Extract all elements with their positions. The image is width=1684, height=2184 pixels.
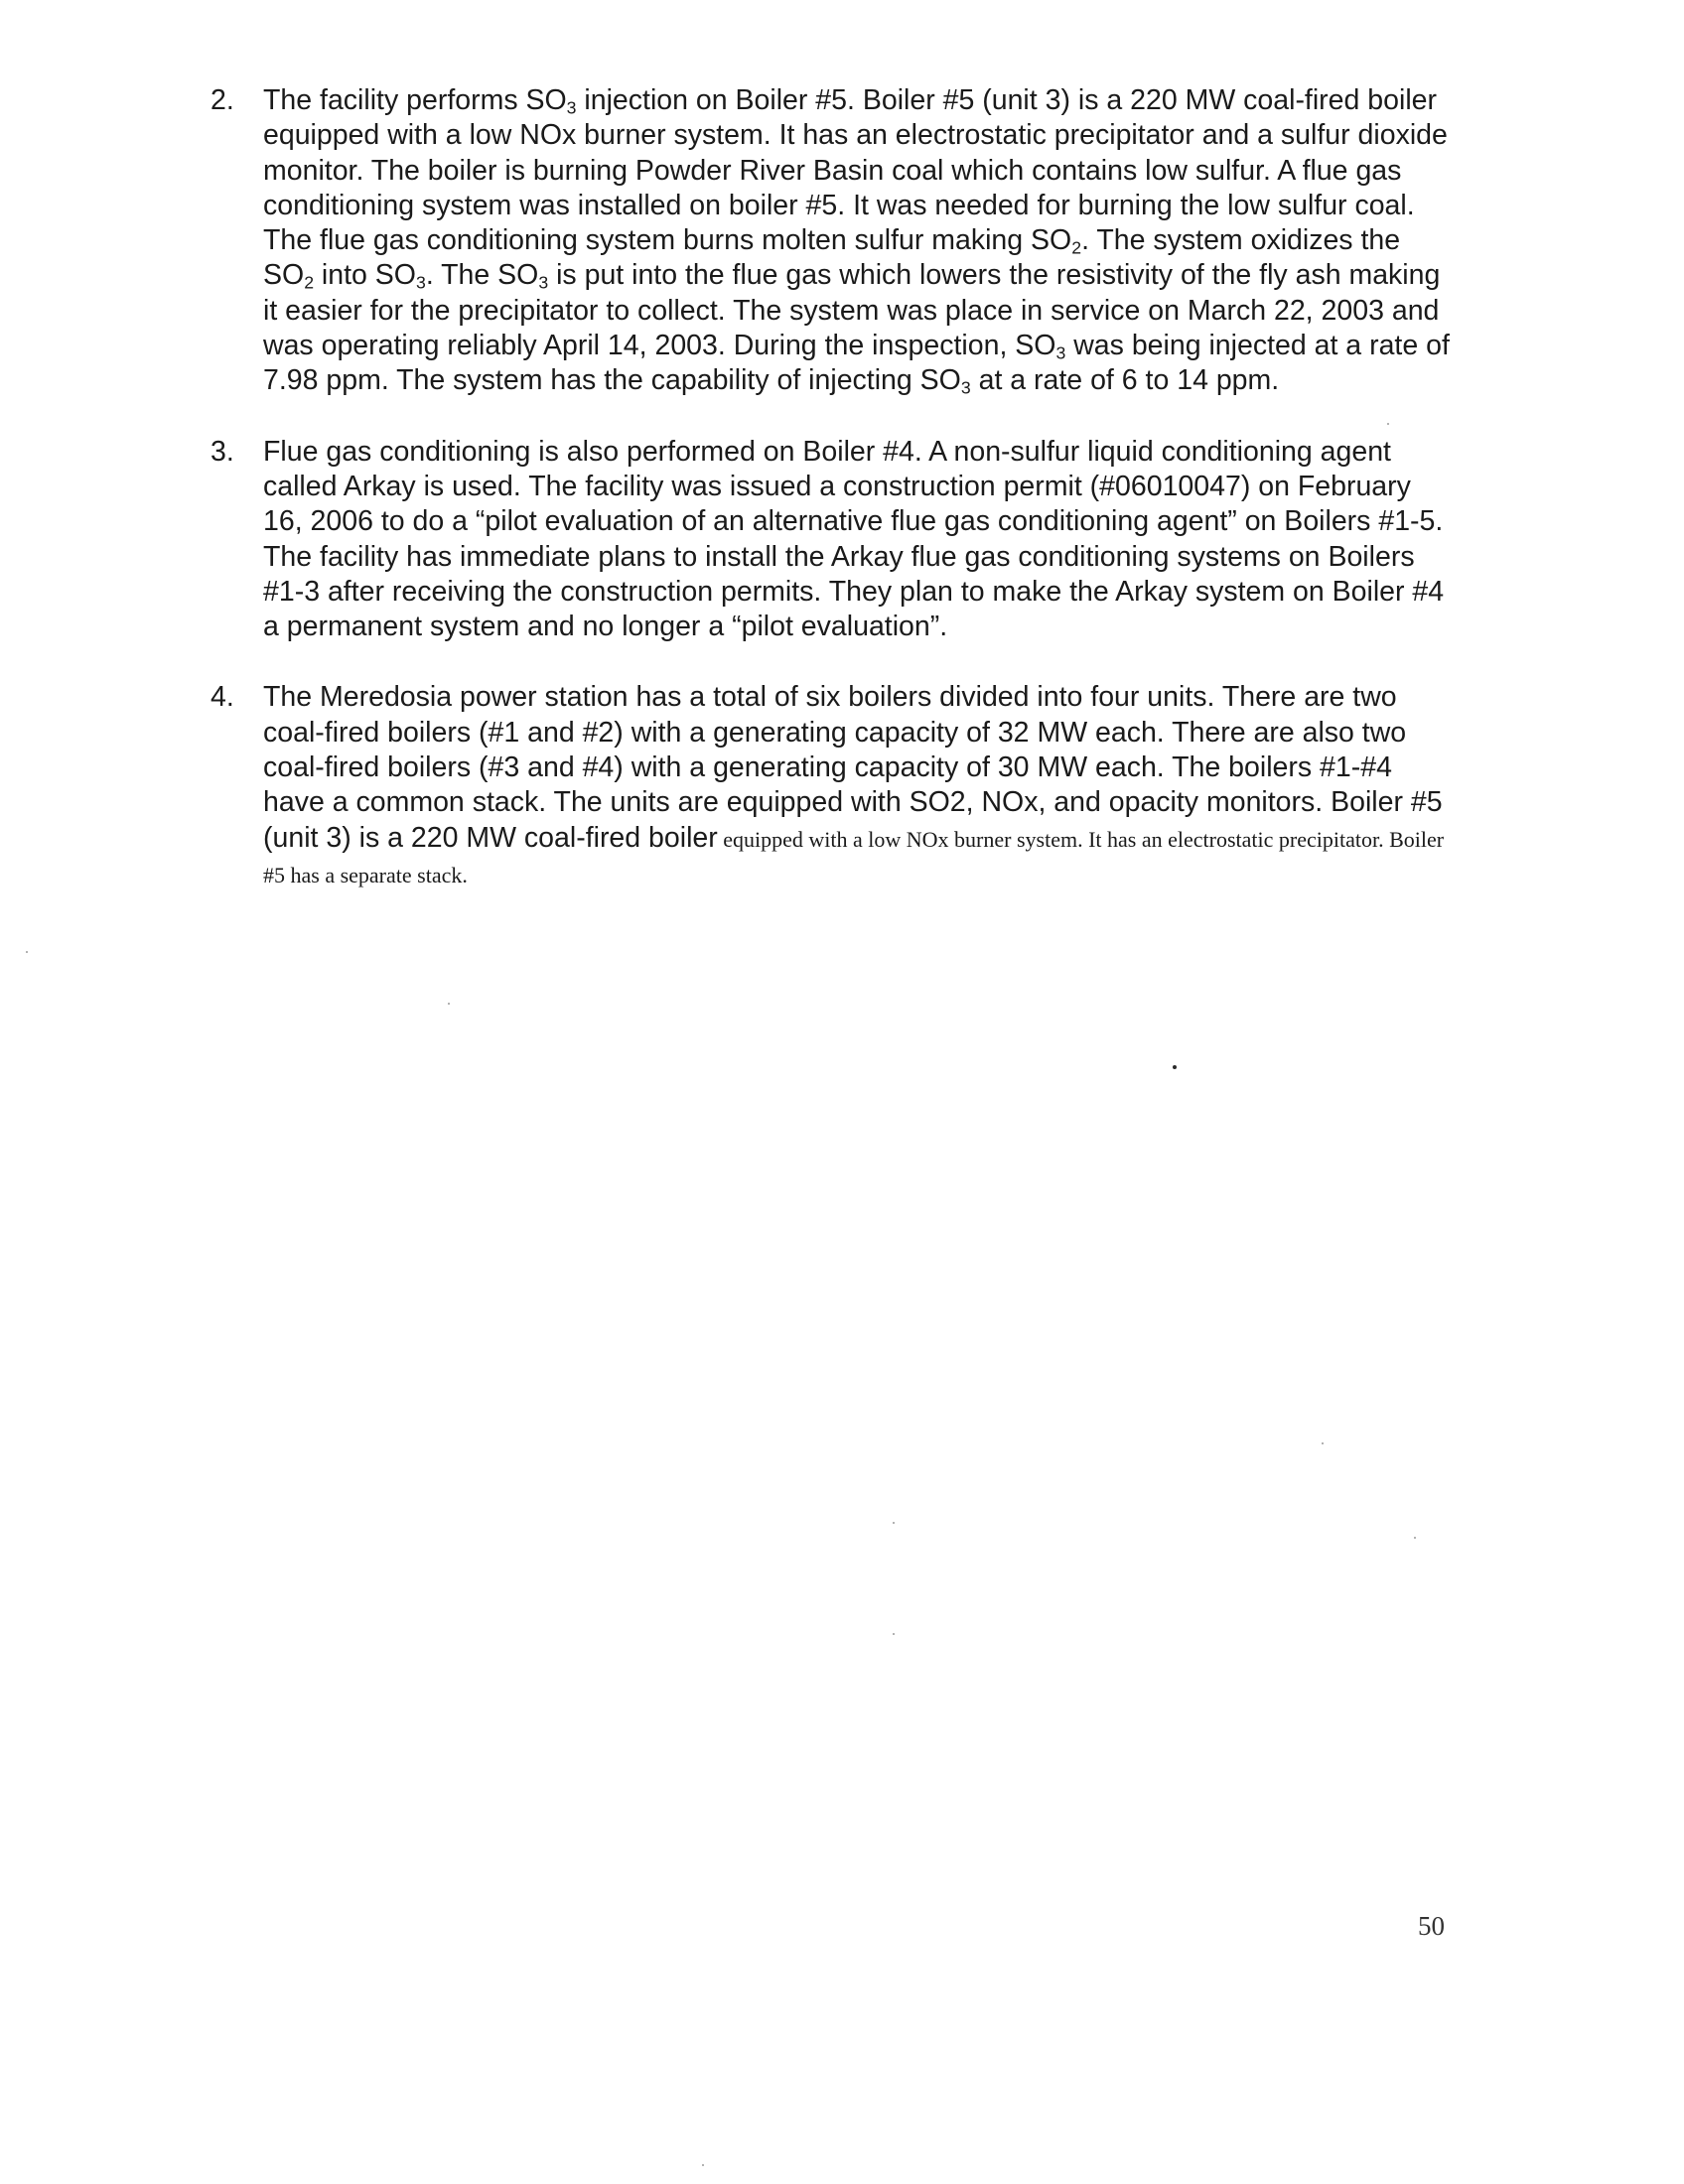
serif-tail-text: equipped with a low NOx burner system. It has an electrostatic precipitator. Boiler #5 has a separate stack.	[263, 826, 1445, 887]
list-item-text: The Meredosia power station has a total of six boilers divided into four units. There are two coal-fired boilers (#1 and #2) with a generating capacity of 32 MW each. There are also two coal-fired boilers (#3 and #4) with a generating capacity of 30 MW each. The boilers #1-#4 have a common stack. The units are equipped with SO2, NOx, and opacity monitors. Boiler #5 (unit 3) is a 220 MW coal-fired boiler equipped with a low NOx burner system. It has an electrostatic precipitator. Boiler #5 has a separate stack.	[263, 681, 1445, 887]
numbered-list	[204, 83, 1455, 928]
subscript: 2	[304, 272, 315, 293]
subscript: 3	[566, 97, 577, 118]
scan-speck	[26, 951, 28, 953]
scan-speck	[1322, 1442, 1324, 1444]
scan-speck	[893, 1633, 895, 1635]
scan-speck	[448, 1003, 450, 1005]
list-item-number: 3.	[210, 435, 234, 468]
list-item-number: 4.	[210, 681, 234, 714]
list-item-2	[204, 83, 1455, 399]
subscript: 3	[538, 272, 549, 293]
subscript: 2	[1071, 237, 1082, 258]
scan-speck	[1414, 1537, 1416, 1539]
subscript: 3	[1055, 342, 1066, 363]
list-item-3	[204, 435, 1455, 645]
subscript: 3	[415, 272, 426, 293]
list-item-4	[204, 680, 1455, 891]
list-item-number: 2.	[210, 84, 234, 116]
scan-speck	[1387, 423, 1389, 425]
list-item-text: The facility performs $SO_3$ injection on Boiler #5. Boiler #5 (unit 3) is a 220 MW coal-fired boiler equipped with a low NOx burner system. It has an electrostatic precipitator and a sulfur dioxide monitor. The boiler is burning Powder River Basin coal which contains low sulfur. A flue gas conditioning system was installed on boiler #5. It was needed for burning the low sulfur coal. The flue gas conditioning system burns molten sulfur making $SO_2$. The system oxidizes the $SO_2$ into $SO_3$. The $SO_3$ is put into the flue gas which lowers the resistivity of the fly ash making it easier for the precipitator to collect. The system was place in service on March 22, 2003 and was operating reliably April 14, 2003. During the inspection, $SO_3$ was being injected at a rate of 7.98 ppm. The system has the capability of injecting $SO_3$ at a rate of 6 to 14 ppm.	[263, 84, 1450, 398]
scan-speck	[893, 1522, 895, 1524]
subscript: 3	[960, 377, 971, 398]
scan-speck	[702, 2164, 704, 2166]
list-item-text: Flue gas conditioning is also performed on Boiler #4. A non-sulfur liquid conditioning agent called Arkay is used. The facility was issued a construction permit (#06010047) on February 16, 2006 to do a “pilot evaluation of an alternative flue gas conditioning agent” on Boilers #1-5. The facility has immediate plans to install the Arkay flue gas conditioning systems on Boilers #1-3 after receiving the construction permits. They plan to make the Arkay system on Boiler #4 a permanent system and no longer a “pilot evaluation”.	[263, 435, 1445, 643]
page-number: 50	[1418, 1911, 1445, 1941]
scan-speck	[1173, 1065, 1177, 1069]
